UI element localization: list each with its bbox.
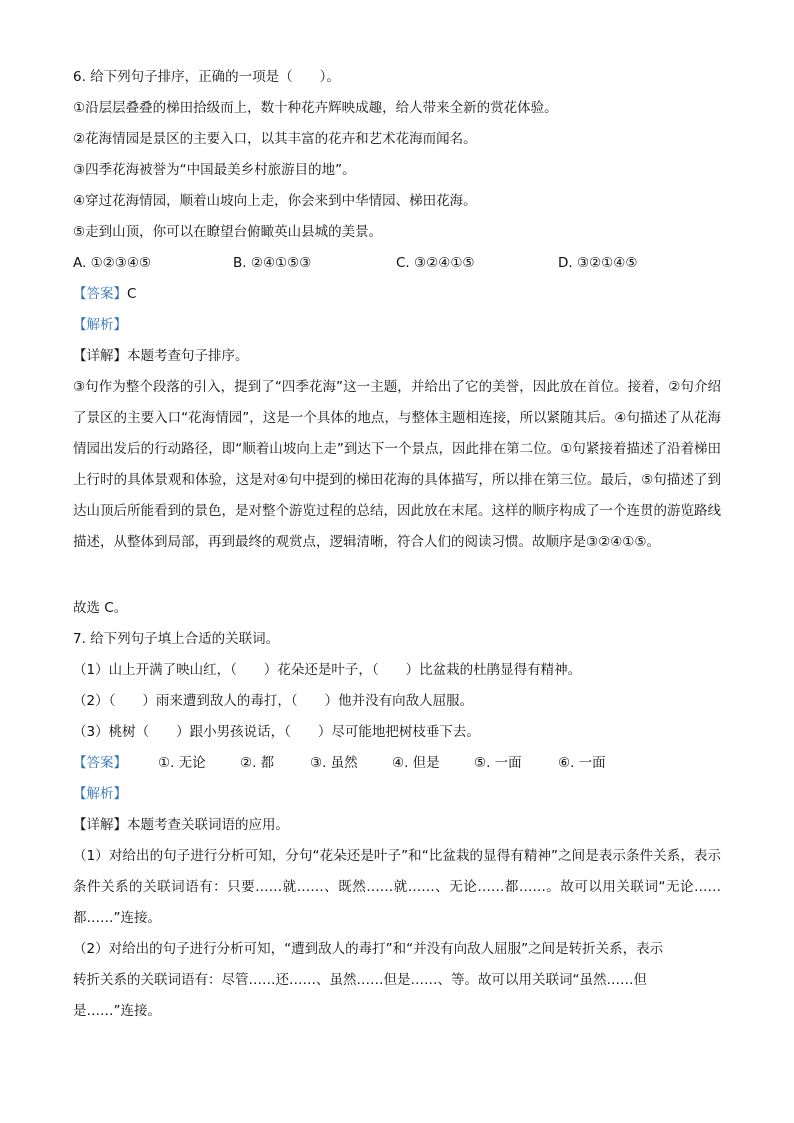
q6-sentence-2: ②花海情园是景区的主要入口，以其丰富的花卉和艺术花海而闻名。 [73,131,477,147]
q6-sentence-1: ①沿层层叠叠的梯田拾级而上，数十种花卉辉映成趣，给人带来全新的赏花体验。 [73,100,558,116]
q6-explanation: ③句作为整个段落的引入，提到了“四季花海”这一主题，并给出了它的美誉，因此放在首位。接着，②句介绍了景区的主要入口“花海情园”，这是一个具体的地点，与整体主题相连接，所以紧随其后。④句描述了从花海情园出发后的行动路径，即“顺着山坡向上走”到达下一个景点，因此排在第二位。①句紧接着描述了沿着梯田上行时的具体景观和体验，这是对④句中提到的梯田花海的具体描写，所以排在第三位。最后，⑤句描述了到达山顶后所能看到的景色，是对整个游览过程的总结，因此放在末尾。这样的顺序构成了一个连贯的游览路线描述，从整体到局部，再到最终的观赏点，逻辑清晰，符合人们的阅读习惯。故顺序是③②④①⑤。 [73,379,721,550]
q7-sentence-3: （3）桃树（ ）跟小男孩说话，（ ）尽可能地把树枝垂下去。 [73,724,480,740]
q6-option-c: C. ③②④①⑤ [396,255,475,271]
q7-analysis-label: 【解析】 [73,786,127,802]
q7-detail-label: 【详解】 [73,817,127,833]
q7-explanation-1: （1）对给出的句子进行分析可知，分句“花朵还是叶子”和“比盆栽的显得有精神”之间是表示条件关系，表示条件关系的关联词语有：只要……就……、既然……就……、无论……都……。故可以用关联词“无论……都……”连接。 [73,848,721,926]
q6-detail-intro: 本题考查句子排序。 [127,348,249,364]
q7-answer-label: 【答案】 [73,755,127,771]
q6-sentence-5: ⑤走到山顶，你可以在瞭望台俯瞰英山县城的美景。 [73,224,383,240]
q6-detail [73,346,249,366]
q7-answer-4: ④. 但是 [392,755,440,771]
q6-answer-value: C [127,286,137,302]
q6-analysis-label: 【解析】 [73,317,127,333]
q7-detail-intro: 本题考查关联词语的应用。 [127,817,289,833]
q6-stem: 6. 给下列句子排序，正确的一项是（ ）。 [73,69,340,85]
q7-answer-1: ①. 无论 [158,755,206,771]
q7-answer-6: ⑥. 一面 [558,755,606,771]
q7-answer-2: ②. 都 [240,755,275,771]
q7-answer-3: ③. 虽然 [310,755,358,771]
q6-sentence-4: ④穿过花海情园，顺着山坡向上走，你会来到中华情园、梯田花海。 [73,193,477,209]
q7-explanation-2-line-1: （2）对给出的句子进行分析可知，“遭到敌人的毒打”和“并没有向敌人屈服”之间是转折关系，表示 [73,941,664,957]
q6-sentence-3: ③四季花海被誉为“中国最美乡村旅游目的地”。 [73,162,356,178]
q6-option-d: D. ③②①④⑤ [558,255,638,271]
q7-stem: 7. 给下列句子填上合适的关联词。 [73,631,280,647]
q6-option-b: B. ②④①⑤③ [233,255,312,271]
q7-answer-5: ⑤. 一面 [474,755,522,771]
q7-detail [73,815,289,835]
q6-conclusion: 故选 C。 [73,600,128,616]
q7-explanation-2-line-2: 转折关系的关联词语有：尽管……还……、虽然……但是……、等。故可以用关联词“虽然……但 [73,972,647,988]
q7-sentence-1: （1）山上开满了映山红，（ ）花朵还是叶子，（ ）比盆栽的杜鹃显得有精神。 [73,662,582,678]
q6-answer [73,284,136,304]
q7-sentence-2: （2）（ ）雨来遭到敌人的毒打，（ ）他并没有向敌人屈服。 [73,693,474,709]
q7-explanation-2-line-3: 是……”连接。 [73,1003,161,1019]
q6-detail-label: 【详解】 [73,348,127,364]
q6-option-a: A. ①②③④⑤ [73,255,152,271]
q6-answer-label: 【答案】 [73,286,127,302]
